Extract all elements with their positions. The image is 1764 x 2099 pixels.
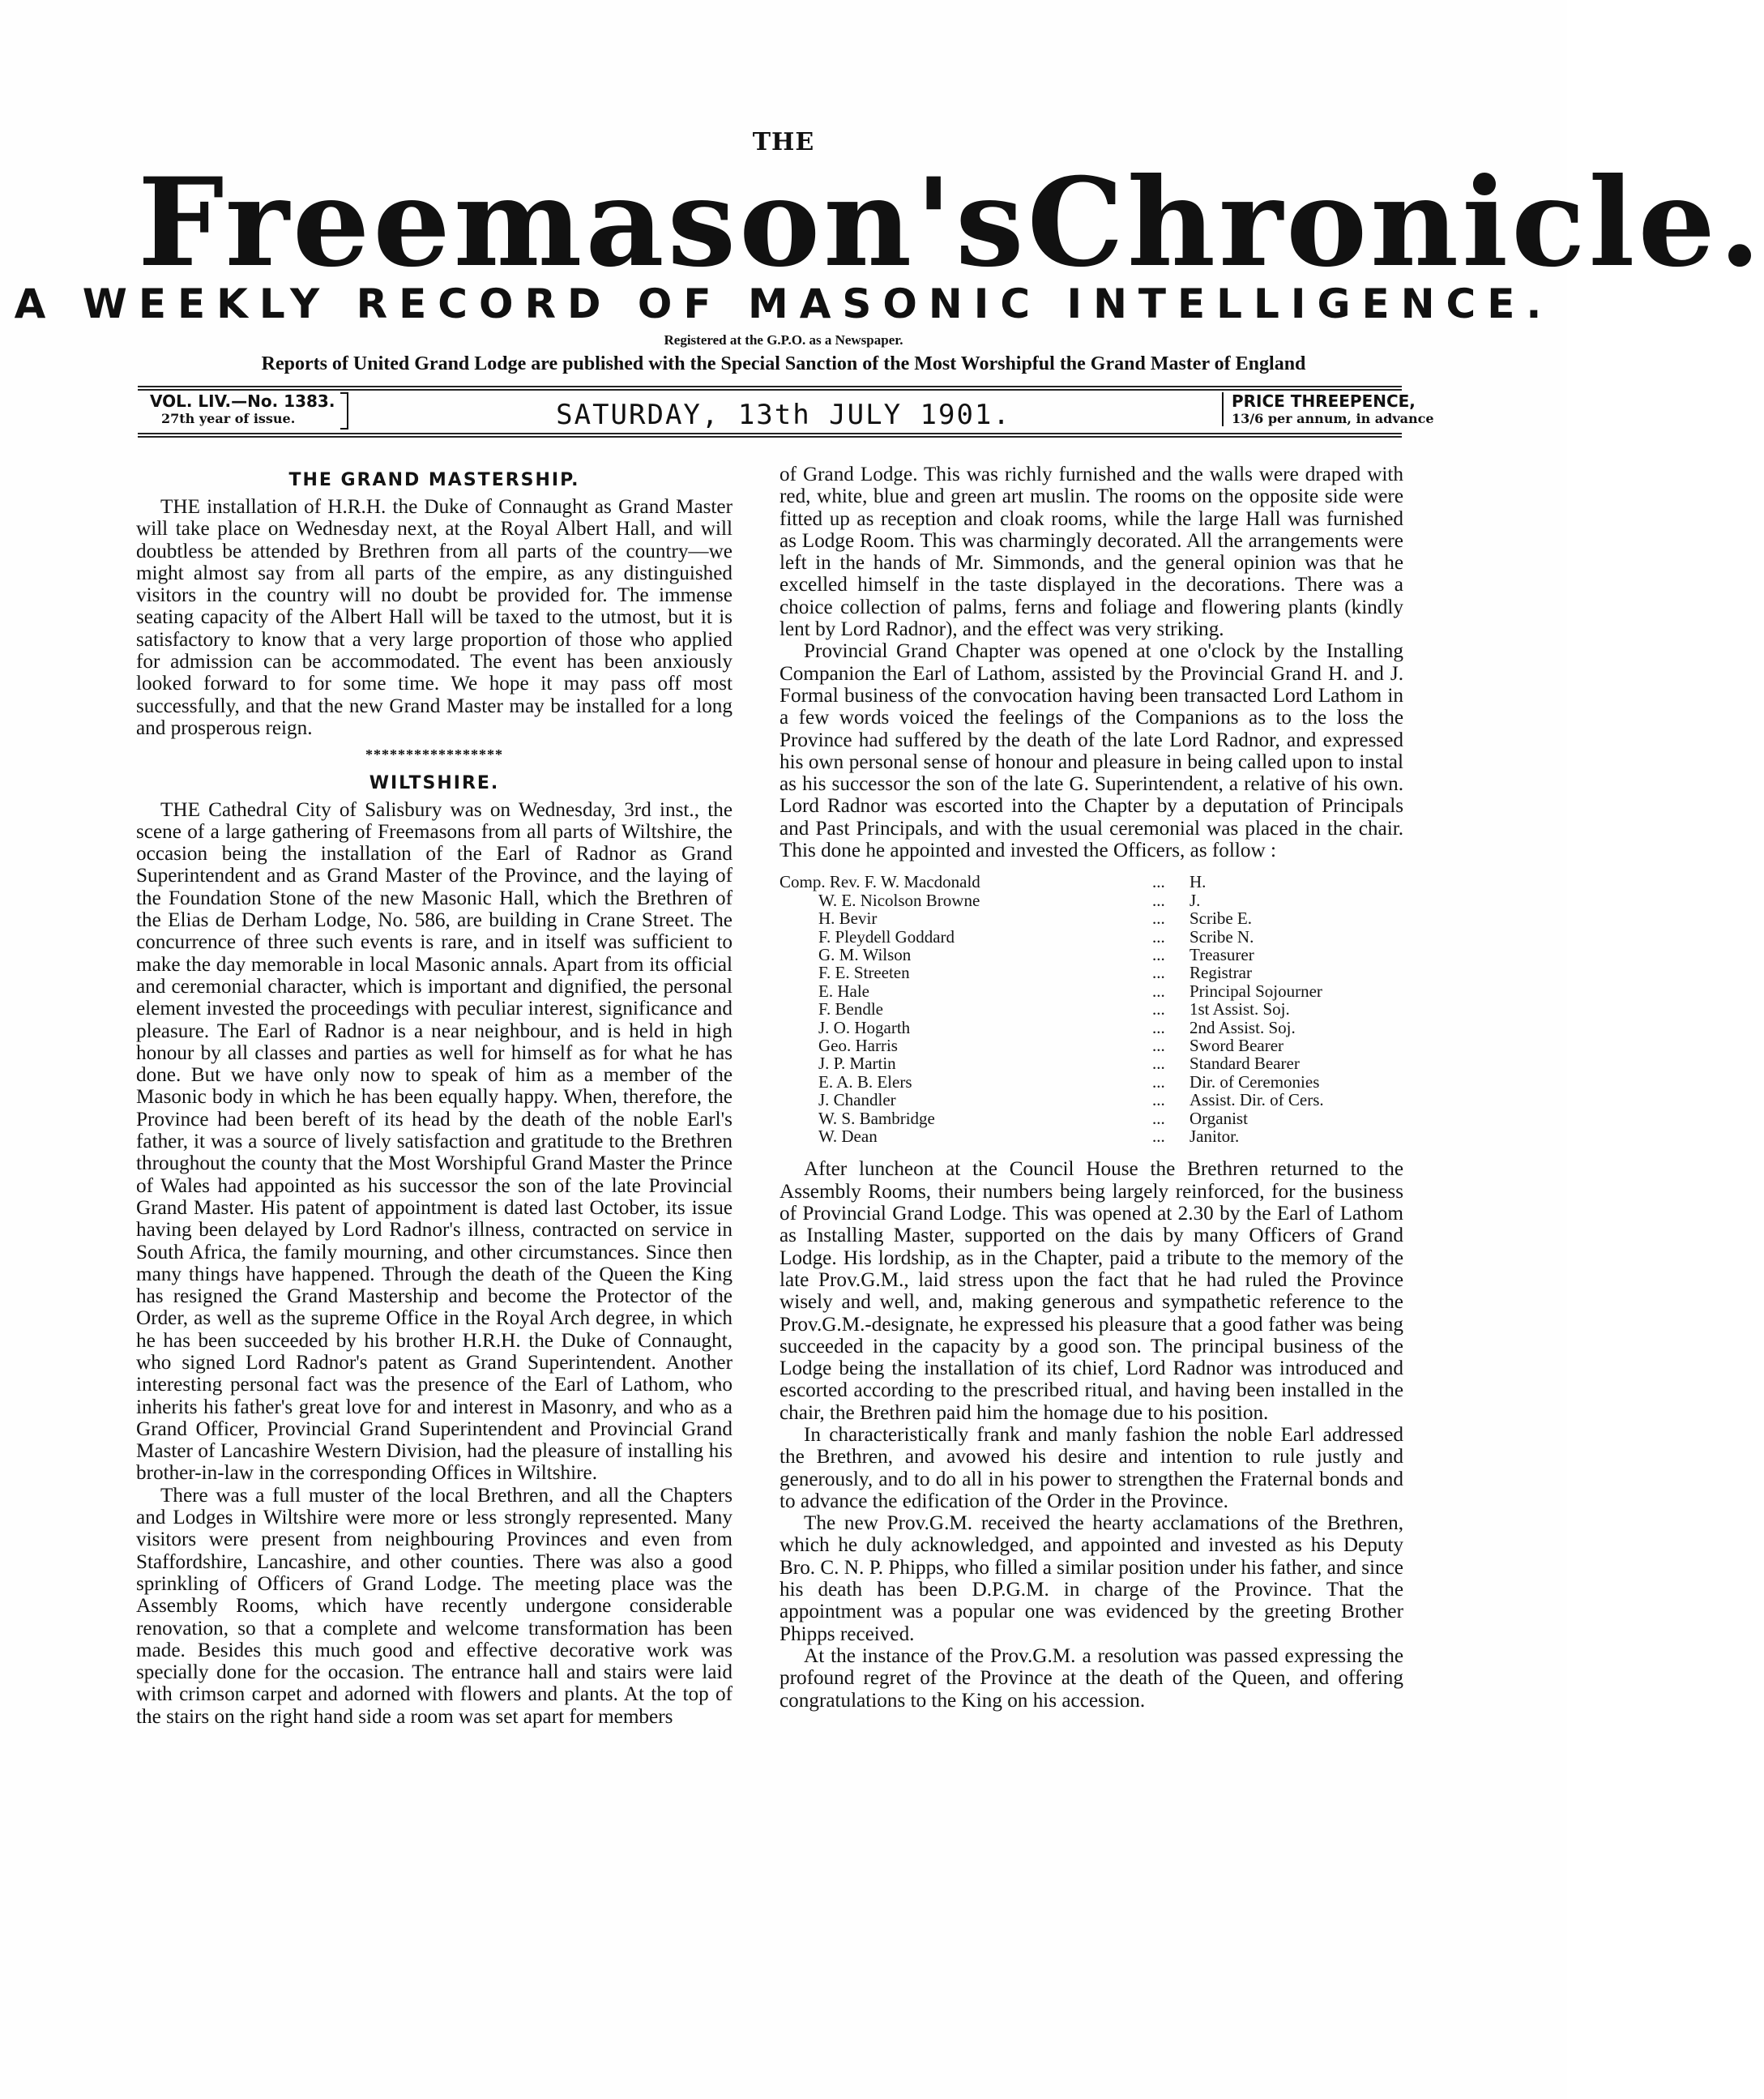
volume-number: VOL. LIV.—No. 1383. [150,391,335,411]
header-rule-top [138,386,1402,387]
wiltshire-paragraph-6: In characteristically frank and manly fashion the noble Earl addressed the Brethren, and avowed his desire and intention to rule justly and generously, and to do all in his power to strengthen the Fraternal bonds and to advance the edification of the Order in the Province. [779,1424,1403,1512]
officer-name: W. S. Bambridge [818,1108,935,1128]
grand-mastership-paragraph: THE installation of H.R.H. the Duke of Connaught as Grand Master will take place on Wednesday next, at the Royal Albert Hall, and will doubtless be attended by Brethren from all parts of the country—we might almost say from all parts of the empire, as any distinguished visitors in the country will no doubt be provided for. The immense seating capacity of the Albert Hall will be taxed to the utmost, but it is satisfactory to know that a very large proportion of those who applied for admission can be accommodated. The event has been anxiously looked forward to for some time. We hope it may pass off most successfully, and that the new Grand Master may be installed for a long and prosperous reign. [136,496,733,739]
year-of-issue: 27th year of issue. [161,411,296,426]
officer-leader-dots: ... [1152,926,1165,947]
header-rule-bottom [138,433,1402,434]
officer-office: Organist [1190,1108,1248,1128]
wiltshire-paragraph-2: There was a full muster of the local Brethren, and all the Chapters and Lodges in Wiltshire were more or less strongly represented. Many visitors were present from neighbouring Provinces and even from Staffordshire, Lancashire, and other counties. There was also a good sprinkling of Officers of Grand Lodge. The meeting place was the Assembly Rooms, which have recently undergone considerable renovation, so that a complete and welcome transformation has been made. Besides this much good and effective decorative work was specially done for the occasion. The entrance hall and stairs were laid with crimson carpet and adorned with flowers and plants. At the top of the stairs on the right hand side a room was set apart for members [136,1484,733,1728]
officer-name: F. Pleydell Goddard [818,926,955,947]
masthead-title [138,138,1764,294]
officer-name: W. E. Nicolson Browne [818,890,980,910]
price-info [1232,392,1434,428]
officer-office: H. [1190,872,1207,892]
officer-row [779,1091,1324,1109]
wiltshire-paragraph-7: The new Prov.G.M. received the hearty acclamations of the Brethren, which he duly acknowledged, and appointed and invested as his Deputy Bro. C. N. P. Phipps, who filled a similar position under his father, and since his death has been D.P.G.M. in charge of the Province. That the appointment was a popular one was evidenced by the greeting Brother Phipps received. [779,1512,1403,1645]
masthead-subtitle: A WEEKLY RECORD OF MASONIC INTELLIGENCE. [14,280,1553,327]
left-column [136,464,733,1728]
wiltshire-paragraph-4: Provincial Grand Chapter was opened at one o'clock by the Installing Companion the Earl of Lathom, assisted by the Provincial Grand H. and J. Formal business of the convocation having been transacted Lord Lathom in a few words voiced the feelings of the Companions as to the loss the Province had suffered by the death of the late Lord Radnor, and expressed his own personal sense of honour and pleasure in being called upon to instal as his successor the son of the late G. Superintendent, a relative of his own. Lord Radnor was escorted into the Chapter by a deputation of Principals and Past Principals, and with the usual ceremonial was placed in the chair. This done he appointed and invested the Officers, as follow : [779,640,1403,862]
grand-mastership-heading: THE GRAND MASTERSHIP. [288,470,580,490]
officer-name: J. O. Hogarth [818,1017,911,1037]
officer-office: 2nd Assist. Soj. [1190,1017,1296,1037]
price: PRICE THREEPENCE, [1232,391,1416,411]
officer-leader-dots: ... [1152,999,1165,1020]
officer-row [779,1109,1324,1127]
officer-office: Registrar [1190,963,1252,983]
officer-row [779,946,1324,964]
wiltshire-paragraph-8: At the instance of the Prov.G.M. a resolution was passed expressing the profound regret of the Province at the death of the Queen, and offering congratulations to the King on his accession. [779,1644,1403,1712]
officer-office: J. [1190,890,1201,910]
officer-office: Sword Bearer [1190,1036,1284,1055]
reports-notice: Reports of United Grand Lodge are published with the Special Sanction of the Most Worshipful the Grand Master of England [261,353,1306,374]
officer-office: Standard Bearer [1190,1054,1300,1074]
masthead-title-left: Freemason's [138,152,1027,294]
officer-leader-dots: ... [1152,908,1165,929]
wiltshire-heading: WILTSHIRE. [369,772,500,793]
price-bar [1222,392,1224,426]
officer-name: Geo. Harris [818,1036,898,1055]
wiltshire-paragraph-3: of Grand Lodge. This was richly furnished and the walls were draped with red, white, blue and green art muslin. The rooms on the opposite side were fitted up as reception and cloak rooms, while the large Hall was furnished as Lodge Room. This was charmingly decorated. All the arrangements were left in the hands of Mr. Simmonds, and the general opinion was that he excelled himself in the taste displayed in the decorations. There was a choice collection of palms, ferns and foliage and flowering plants (kindly lent by Lord Radnor), and the effect was very striking. [779,464,1403,641]
officer-row [779,1037,1324,1054]
officer-name: F. E. Streeten [818,963,910,983]
header-rule-top-thin [138,389,1402,391]
officer-leader-dots: ... [1152,1036,1165,1055]
officer-row [779,873,1324,891]
officer-name: Comp. Rev. F. W. Macdonald [779,872,980,892]
officer-leader-dots: ... [1152,890,1165,910]
wiltshire-paragraph-1: THE Cathedral City of Salisbury was on Wednesday, 3rd inst., the scene of a large gathering of Freemasons from all parts of Wiltshire, the occasion being the installation of the Earl of Radnor as Grand Superintendent and as Grand Master of the Province, and the laying of the Foundation Stone of the new Masonic Hall, which the Brethren of the Elias de Derham Lodge, No. 586, are building in Crane Street. The concurrence of three such events is rare, and in itself was sufficient to make the day memorable in local Masonic annals. Apart from its official and ceremonial character, which is important and dignified, the personal element invested the proceedings with peculiar interest, significance and pleasure. The Earl of Radnor is a near neighbour, and is held in high honour by all classes and parties as well for himself as for what he has done. But we have only now to speak of him as a member of the Masonic body in which he has been equally happy. When, therefore, the Province had been bereft of its head by the death of the noble Earl's father, it was a source of lively satisfaction and gratitude to the Brethren throughout the county that the Most Worshipful Grand Master the Prince of Wales had appointed as his successor the son of the late Provincial Grand Master. His patent of appointment is dated last October, its issue having been delayed by Lord Radnor's illness, contracted on service in South Africa, the family mourning, and other circumstances. Since then many things have happened. Through the death of the Queen the King has resigned the Grand Mastership and become the Protector of the Order, as well as the supreme Office in the Royal Arch degree, in which he has been succeeded by his brother H.R.H. the Duke of Connaught, who signed Lord Radnor's patent as Grand Superintendent. Another interesting personal fact was the presence of the Earl of Lathom, who inherits his father's great love for and interest in Masonry, and who as a Grand Officer, Provincial Grand Superintendent and Provincial Grand Master of Lancashire Western Division, had the pleasure of installing his brother-in-law in the corresponding Offices in Wiltshire. [136,798,733,1485]
officer-row [779,1127,1324,1145]
officer-row [779,891,1324,909]
registered-notice: Registered at the G.P.O. as a Newspaper. [664,332,903,348]
officer-name: E. A. B. Elers [818,1071,912,1092]
annual-subscription: 13/6 per annum, in advance [1232,411,1434,426]
officer-office: Principal Sojourner [1190,981,1322,1001]
officer-name: J. Chandler [818,1090,896,1110]
officer-leader-dots: ... [1152,1017,1165,1037]
officer-leader-dots: ... [1152,1054,1165,1074]
officer-row [779,982,1324,1000]
officer-office: Scribe N. [1190,926,1254,947]
officer-office: Janitor. [1190,1126,1240,1147]
right-column [779,464,1403,1712]
officer-row [779,1019,1324,1037]
masthead-the: THE [752,128,815,156]
officer-office: Dir. of Ceremonies [1190,1071,1320,1092]
officer-row [779,1054,1324,1072]
officer-office: Scribe E. [1190,908,1252,929]
officer-leader-dots: ... [1152,981,1165,1001]
officer-row [779,1000,1324,1018]
officer-leader-dots: ... [1152,1108,1165,1128]
issue-date: SATURDAY, 13th JULY 1901. [556,399,1011,431]
officer-leader-dots: ... [1152,872,1165,892]
officer-name: G. M. Wilson [818,944,912,964]
masthead-title-right: Chronicle. [1027,152,1764,294]
officer-row [779,909,1324,927]
officer-name: W. Dean [818,1126,878,1147]
officer-name: H. Bevir [818,908,878,929]
officer-leader-dots: ... [1152,1126,1165,1147]
officer-name: F. Bendle [818,999,883,1020]
officers-list [779,873,1324,1145]
officer-office: 1st Assist. Soj. [1190,999,1290,1020]
officer-leader-dots: ... [1152,963,1165,983]
officer-row [779,928,1324,946]
officer-name: J. P. Martin [818,1054,896,1074]
wiltshire-paragraph-5: After luncheon at the Council House the Brethren returned to the Assembly Rooms, their numbers being largely reinforced, for the business of Provincial Grand Lodge. This was opened at 2.30 by the Earl of Lathom as Installing Master, supported on the dais by many Officers of Grand Lodge. His lordship, as in the Chapter, paid a tribute to the memory of the late Prov.G.M., laid stress upon the fact that he had ruled the Province wisely and well, and, making generous and sympathetic reference to the Prov.G.M.-designate, he expressed his pleasure that a good father was being succeeded in the capacity by a good son. The principal business of the Lodge being the installation of its chief, Lord Radnor was introduced and escorted according to the prescribed ritual, and having been installed in the chair, the Brethren paid him the homage due to his position. [779,1158,1403,1424]
officer-row [779,964,1324,981]
officer-row [779,1073,1324,1091]
officer-leader-dots: ... [1152,1071,1165,1092]
officer-name: E. Hale [818,981,869,1001]
officer-leader-dots: ... [1152,944,1165,964]
officer-office: Treasurer [1190,944,1254,964]
officer-leader-dots: ... [1152,1090,1165,1110]
officer-office: Assist. Dir. of Cers. [1190,1090,1324,1110]
section-separator: ***************** [365,746,503,763]
header-rule-bottom-thin [138,436,1402,438]
